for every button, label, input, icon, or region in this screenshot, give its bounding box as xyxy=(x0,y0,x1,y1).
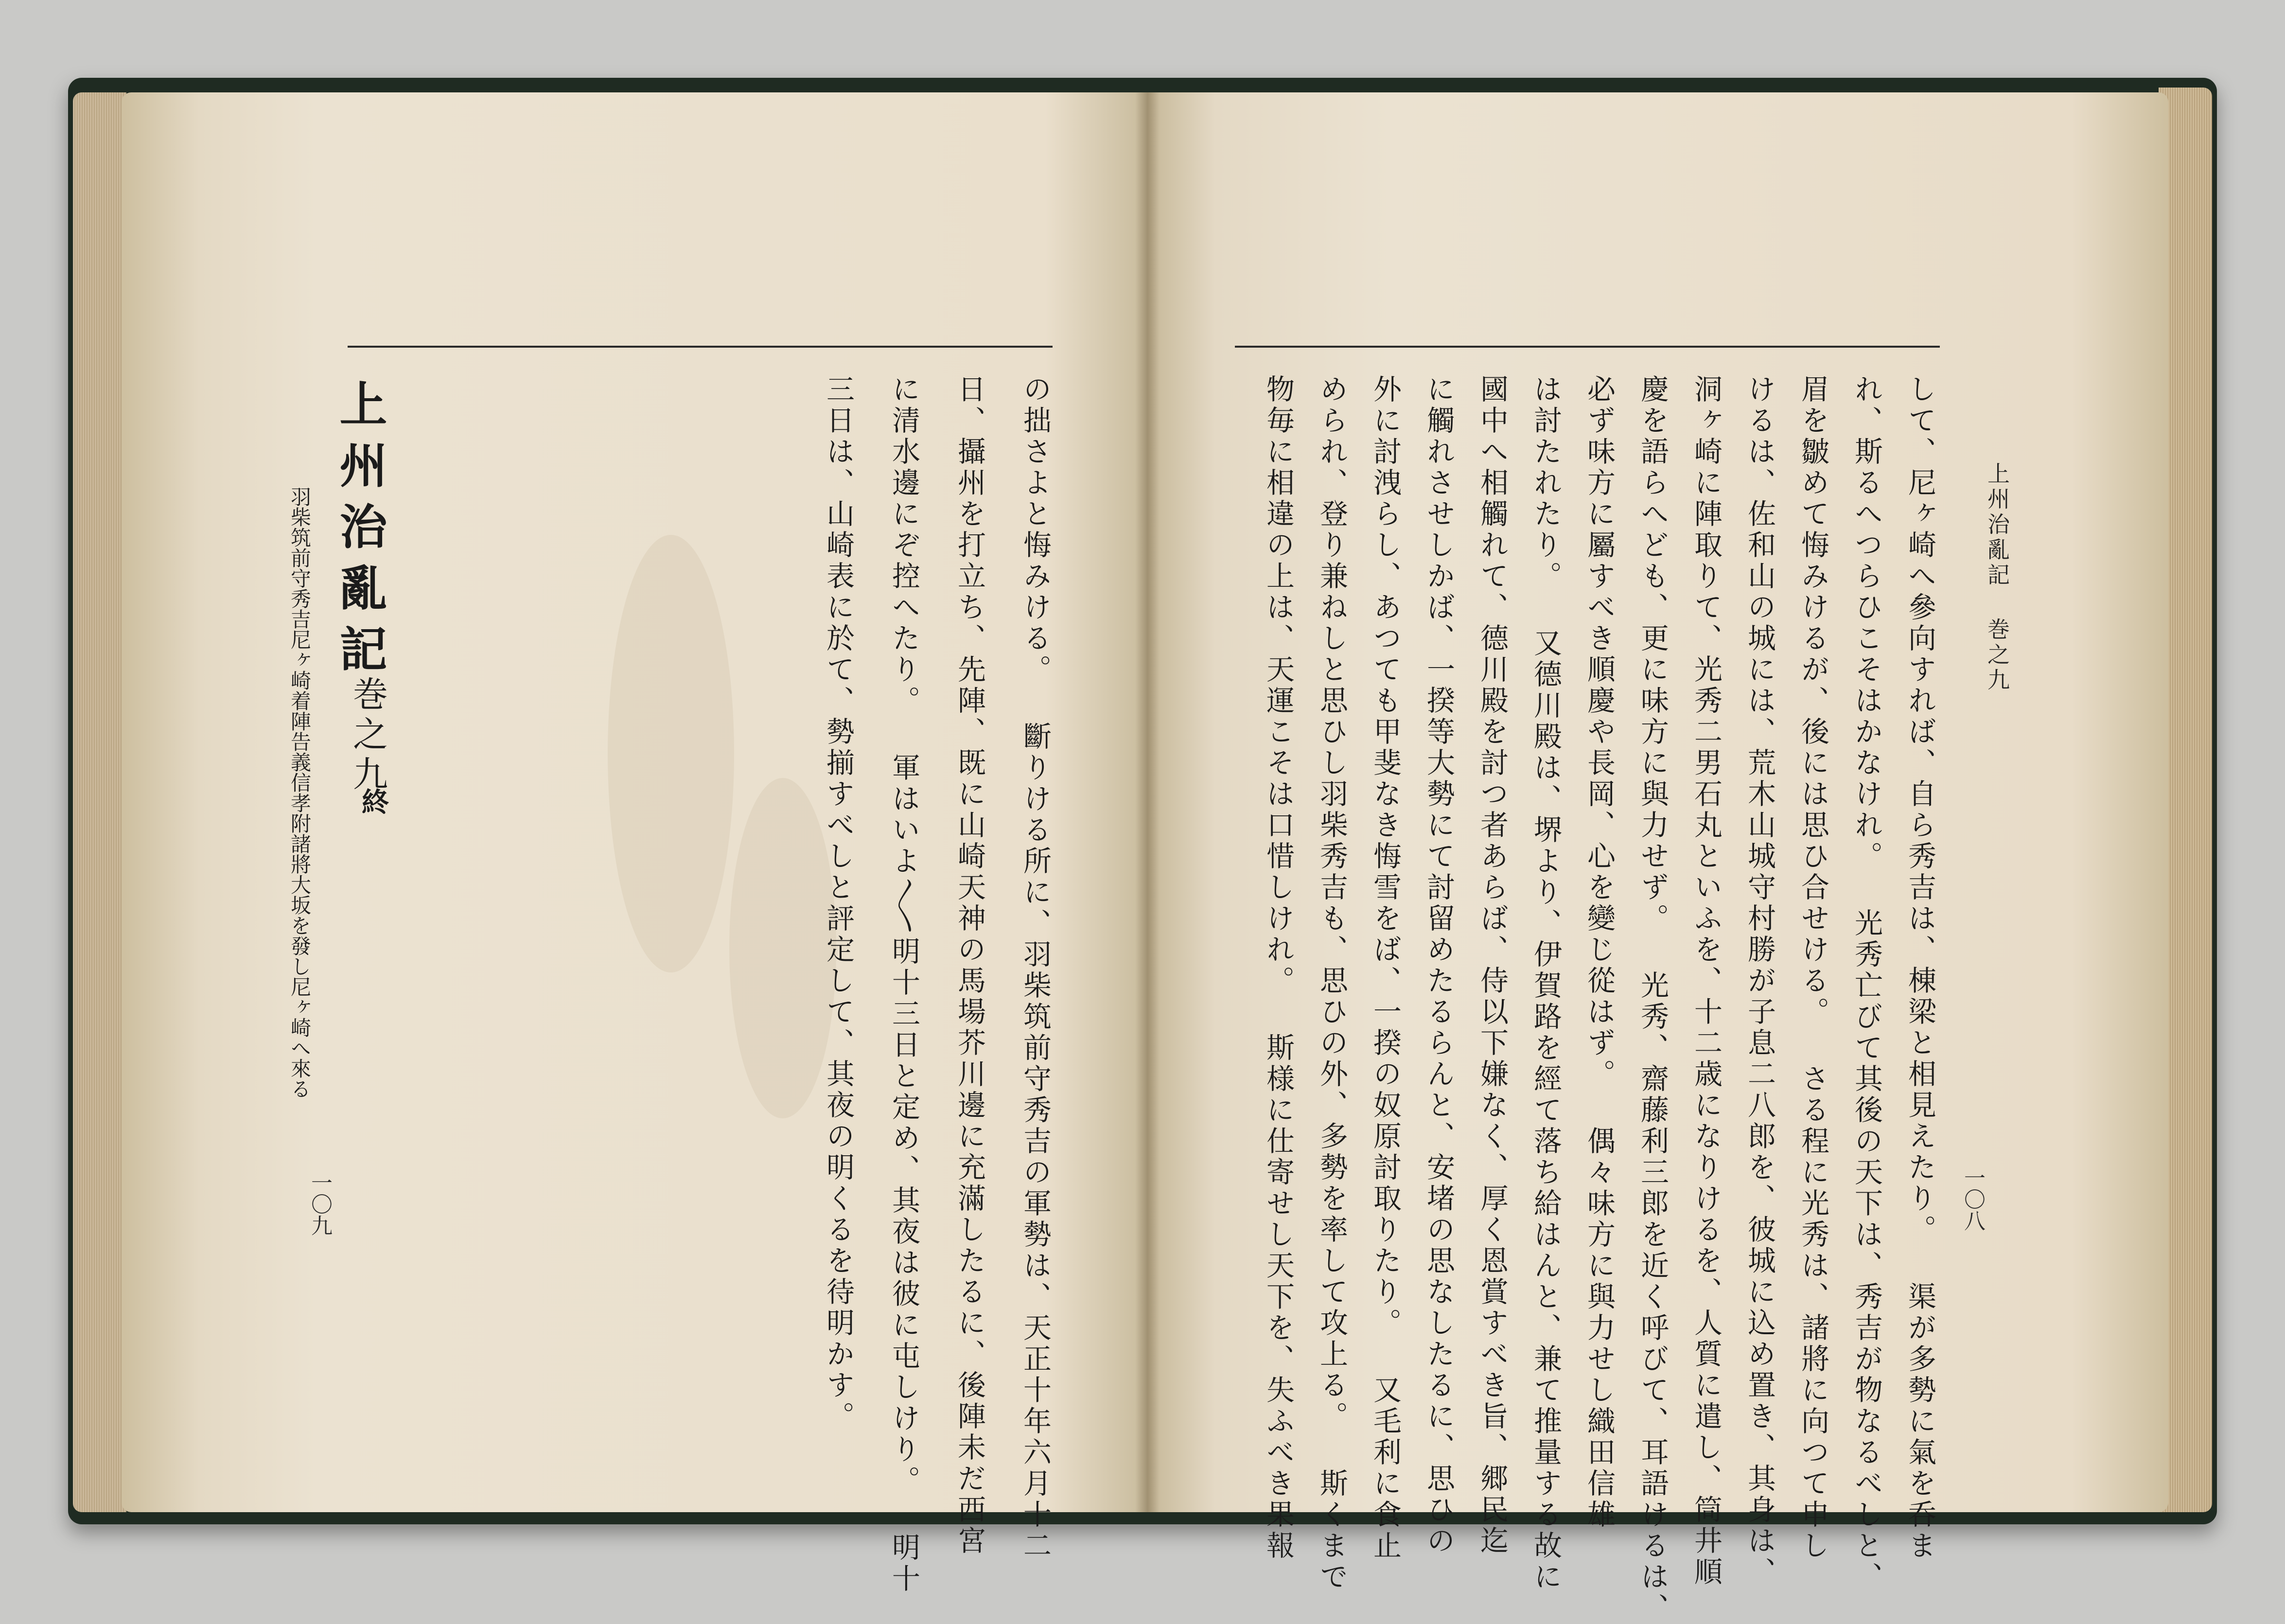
volume-end-mark: 終 xyxy=(357,788,389,815)
text-column-right-3: 眉を皺めて悔みけるが、後には思ひ合せける。 さる程に光秀は、諸將に向つて申し xyxy=(1796,374,1829,1562)
text-column-left-3: に清水邊にぞ控へたり。 軍はいよ〳〵明十三日と定め、其夜は彼に屯しけり。 明十 xyxy=(887,374,920,1595)
text-column-right-10: に觸れさせしかば、一揆等大勢にて討留めたるらんと、安堵の思なしたるに、思ひの xyxy=(1422,374,1455,1557)
text-column-right-11: 外に討洩らし、あつても甲斐なき悔雪をば、一揆の奴原討取りたり。 又毛利に食止 xyxy=(1369,374,1402,1562)
running-head: 上州治亂記 巻之九 xyxy=(1984,462,2010,693)
paper-stain xyxy=(608,535,734,972)
text-column-right-7: 必ず味方に屬すべき順慶や長岡、心を變じ從はず。 偶々味方に與力せし織田信雄 xyxy=(1582,374,1616,1531)
text-column-left-1: の拙さよと悔みける。 斷りける所に、羽柴筑前守秀吉の軍勢は、天正十年六月十二 xyxy=(1019,374,1052,1562)
chapter-title: 上州治亂記 xyxy=(332,379,387,686)
book-gutter xyxy=(1135,92,1160,1512)
right-header-rule xyxy=(1235,346,1940,348)
text-column-right-1: して、尼ヶ崎へ參向すれば、自ら秀吉は、棟梁と相見えたり。 渠が多勢に氣を呑ま xyxy=(1903,374,1936,1562)
text-column-right-9: 國中へ相觸れて、德川殿を討つ者あらば、侍以下嫌なく、厚く恩賞すべき旨、郷民迄 xyxy=(1476,374,1509,1557)
text-column-right-6: 慶を語らへども、更に味方に與力せず。 光秀、齋藤利三郎を近く呼びて、耳語けるは、 xyxy=(1636,374,1669,1624)
text-column-left-4: 三日は、山崎表に於て、勢揃すべしと評定して、其夜の明くるを待明かす。 xyxy=(822,374,855,1432)
text-column-right-4: けるは、佐和山の城には、荒木山城守村勝が子息二八郎を、彼城に込め置き、其身は、 xyxy=(1743,374,1776,1588)
text-column-right-2: れ、斯るへつらひこそはかなけれ。 光秀亡びて其後の天下は、秀吉が物なるべしと、 xyxy=(1850,374,1883,1593)
volume-label: 巻之九 xyxy=(347,676,388,795)
text-column-right-12: められ、登り兼ねしと思ひし羽柴秀吉も、思ひの外、多勢を率して攻上る。 斯くまで xyxy=(1315,374,1348,1593)
text-column-right-8: は討たれたり。 又德川殿は、堺より、伊賀路を經て落ち給はんと、兼て推量する故に xyxy=(1529,374,1562,1593)
page-edge-left xyxy=(73,92,126,1512)
text-column-left-2: 日、攝州を打立ち、先陣、既に山崎天神の馬場芥川邊に充滿したるに、後陣未だ西宮 xyxy=(953,374,986,1557)
page-number-right: 一〇八 xyxy=(1960,1167,1985,1231)
text-column-right-13: 物毎に相違の上は、天運こそは口惜しけれ。 斯様に仕寄せし天下を、失ふべき果報 xyxy=(1262,374,1295,1562)
text-column-right-5: 洞ヶ崎に陣取りて、光秀二男石丸といふを、十二歳になりけるを、人質に遣し、筒井順 xyxy=(1689,374,1723,1588)
paper-stain xyxy=(729,778,836,1118)
left-header-rule xyxy=(348,346,1053,348)
page-number-left: 一〇九 xyxy=(307,1172,332,1236)
chapter-subtitle: 羽柴筑前守秀吉尼ヶ崎着陣告義信孝附諸將大坂を發し尼ヶ崎へ來る xyxy=(288,486,312,1099)
